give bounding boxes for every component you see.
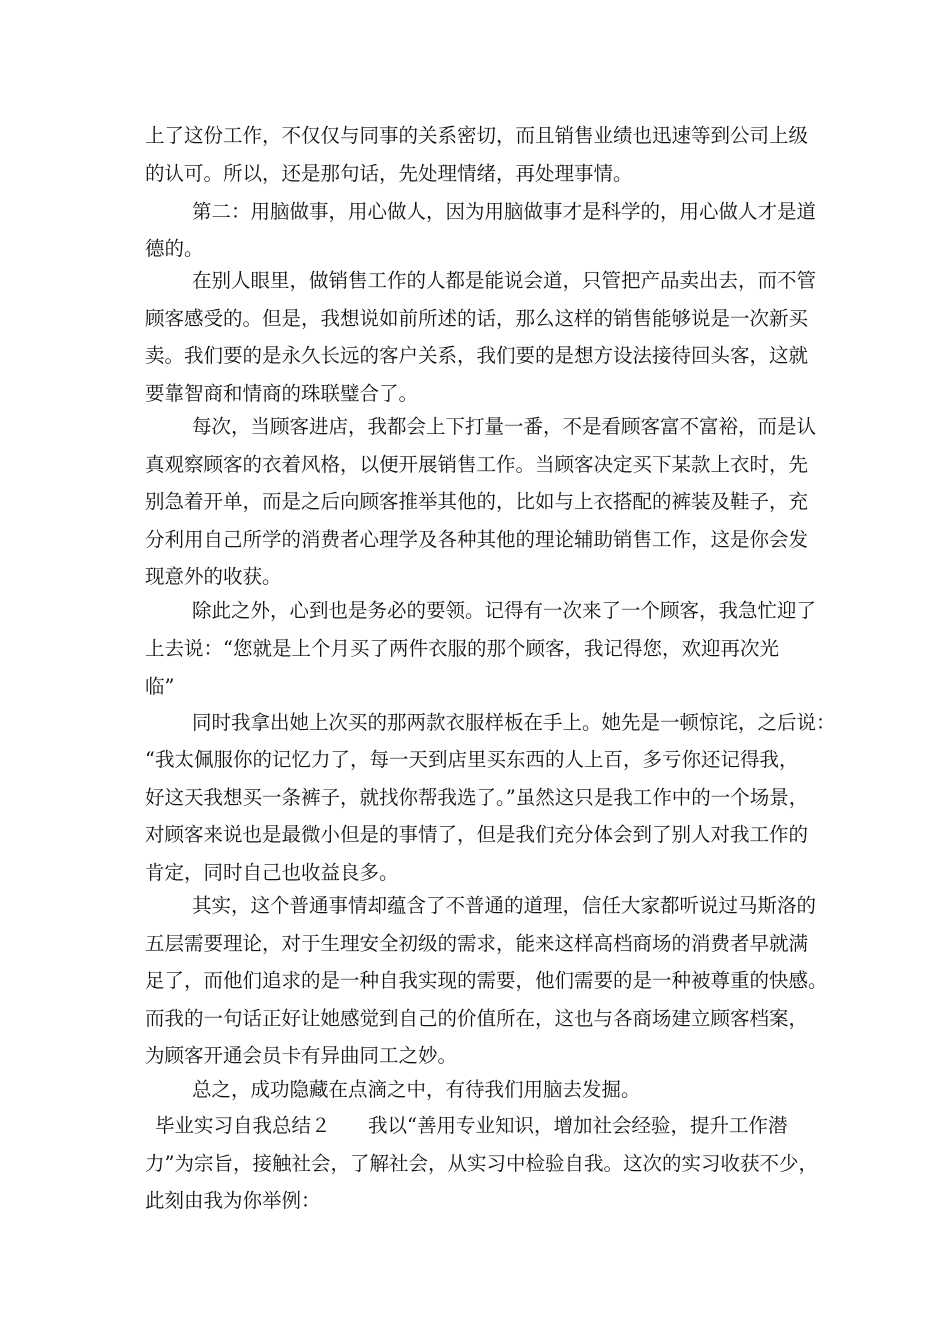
text-line: 每次，当顾客进店，我都会上下打量一番，不是看顾客富不富裕，而是认 (192, 415, 817, 438)
text-line: 对顾客来说也是最微小但是的事情了，但是我们充分体会到了别人对我工作的 (145, 823, 809, 846)
text-line: 力”为宗旨，接触社会，了解社会，从实习中检验自我。这次的实习收获不少， (145, 1152, 818, 1175)
text-line: 德的。 (145, 237, 204, 260)
text-line: 而我的一句话正好让她感觉到自己的价值所在，这也与各商场建立顾客档案， (145, 1007, 809, 1030)
text-line: 为顾客开通会员卡有异曲同工之妙。 (145, 1044, 458, 1067)
text-line: 其实，这个普通事情却蕴含了不普通的道理，信任大家都听说过马斯洛的 (192, 894, 817, 917)
text-line: “我太佩服你的记忆力了，每一天到店里买东西的人上百，多亏你还记得我， (145, 748, 799, 771)
text-line: 卖。我们要的是永久长远的客户关系，我们要的是想方设法接待回头客，这就 (145, 344, 809, 367)
text-line: 肯定，同时自己也收益良多。 (145, 861, 399, 884)
text-line: 除此之外，心到也是务必的要领。记得有一次来了一个顾客，我急忙迎了 (192, 599, 817, 622)
text-line: 五层需要理论，对于生理安全初级的需求，能来这样高档商场的消费者早就满 (145, 932, 809, 955)
text-line: 我以“善用专业知识，增加社会经验，提升工作潜 (368, 1114, 788, 1137)
text-line: 别急着开单，而是之后向顾客推举其他的，比如与上衣搭配的裤装及鞋子，充 (145, 490, 809, 513)
text-line: 上去说：“您就是上个月买了两件衣服的那个顾客，我记得您，欢迎再次光 (145, 637, 779, 660)
text-line: 在别人眼里，做销售工作的人都是能说会道，只管把产品卖出去，而不管 (192, 269, 817, 292)
text-line: 第二：用脑做事，用心做人，因为用脑做事才是科学的，用心做人才是道 (192, 200, 817, 223)
text-line: 真观察顾客的衣着风格，以便开展销售工作。当顾客决定买下某款上衣时，先 (145, 453, 809, 476)
text-line: 现意外的收获。 (145, 565, 282, 588)
text-line: 总之，成功隐藏在点滴之中，有待我们用脑去发掘。 (192, 1078, 641, 1101)
text-line: 临” (145, 675, 175, 698)
text-line: 好这天我想买一条裤子，就找你帮我选了。”虽然这只是我工作中的一个场景， (145, 786, 809, 809)
text-line: 同时我拿出她上次买的那两款衣服样板在手上。她先是一顿惊诧，之后说： (192, 711, 836, 734)
section-heading: 毕业实习自我总结２ (155, 1114, 331, 1137)
text-line: 的认可。所以，还是那句话，先处理情绪，再处理事情。 (145, 162, 633, 185)
text-line: 足了，而他们追求的是一种自我实现的需要，他们需要的是一种被尊重的快感。 (145, 969, 828, 992)
text-line: 上了这份工作，不仅仅与同事的关系密切，而且销售业绩也迅速等到公司上级 (145, 124, 809, 147)
text-line: 要靠智商和情商的珠联璧合了。 (145, 382, 419, 405)
text-line: 顾客感受的。但是，我想说如前所述的话，那么这样的销售能够说是一次新买 (145, 307, 809, 330)
text-line: 此刻由我为你举例： (145, 1189, 321, 1212)
text-line: 分利用自己所学的消费者心理学及各种其他的理论辅助销售工作，这是你会发 (145, 528, 809, 551)
